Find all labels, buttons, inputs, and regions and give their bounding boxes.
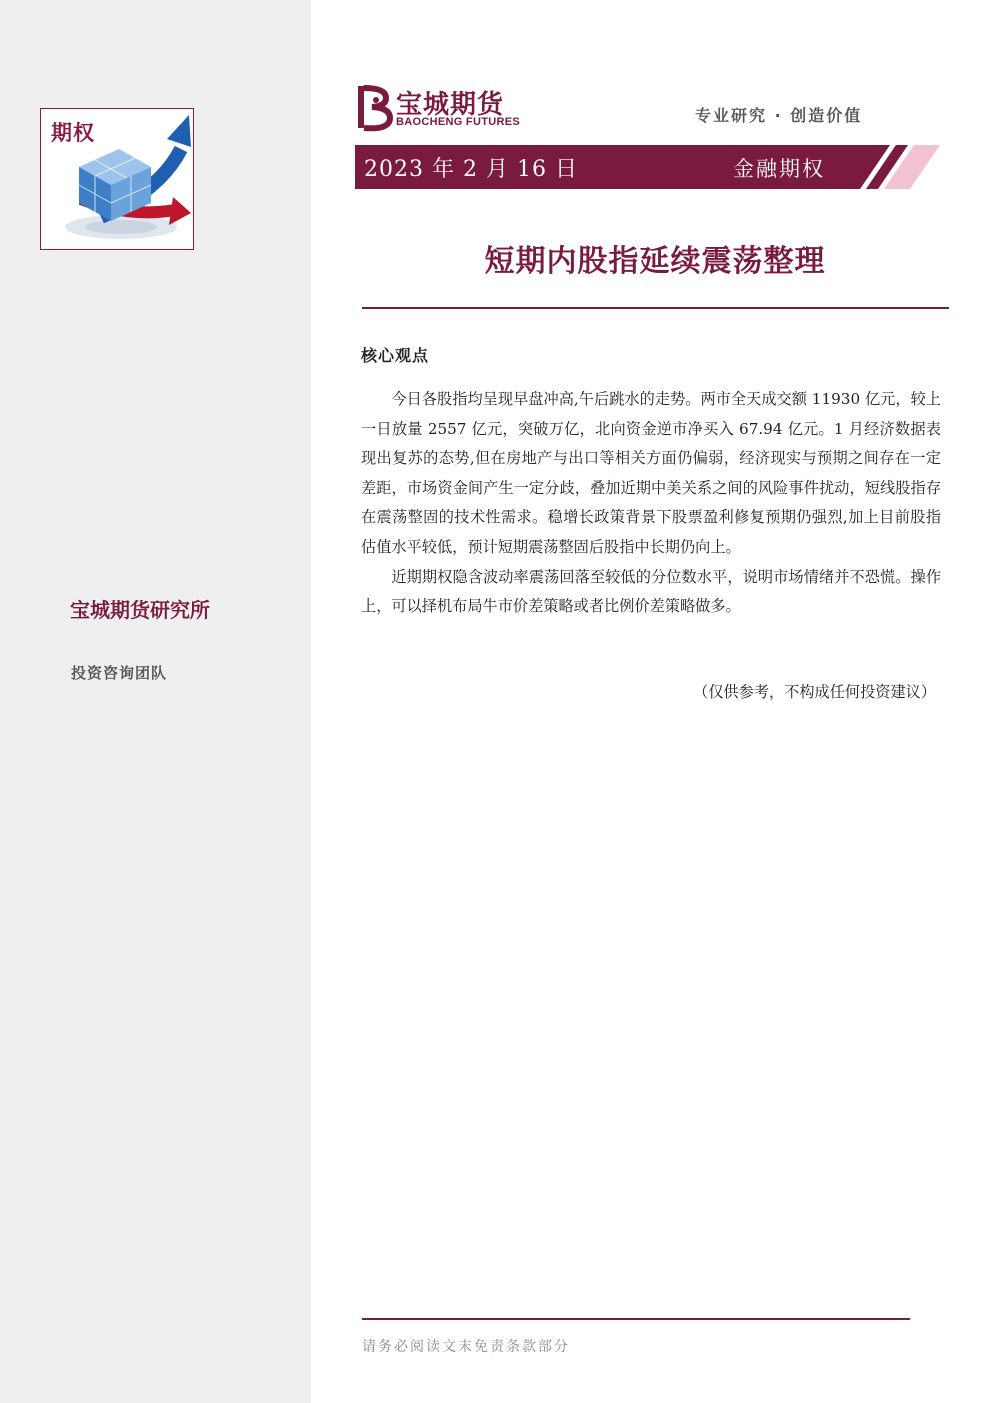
logo-chinese-name: 宝城期货 — [396, 90, 505, 120]
footer-divider — [362, 1318, 910, 1320]
company-logo — [356, 84, 526, 132]
section-heading: 核心观点 — [361, 346, 430, 365]
cover-image — [40, 108, 194, 250]
slogan: 专业研究 · 创造价值 — [695, 106, 863, 125]
paragraph: 近期期权隐含波动率震荡回落至较低的分位数水平，说明市场情绪并不恐慌。操作上，可以择机布局牛市价差策略或者比例价差策略做多。 — [361, 567, 941, 616]
report-date: 2023 年 2 月 16 日 — [364, 157, 578, 182]
disclaimer: （仅供参考，不构成任何投资建议） — [693, 683, 936, 701]
team-name: 投资咨询团队 — [71, 664, 168, 682]
sidebar — [0, 0, 311, 1403]
report-category: 金融期权 — [733, 157, 825, 181]
report-title: 短期内股指延续震荡整理 — [484, 244, 826, 279]
institute-name: 宝城期货研究所 — [70, 598, 210, 622]
paragraph: 今日各股指均呈现早盘冲高,午后跳水的走势。两市全天成交额 11930 亿元，较上一日放量 2557 亿元，突破万亿，北向资金逆市净买入 67.94 亿元。1 月经济数据表现出复苏的态势,但在房地产与出口等相关方面仍偏弱，经济现实与预期之间存在一定差距，市场资金间产生一定分歧，叠加近期中美关系之间的风险事件扰动，短线股指存在震荡整固的技术性需求。稳增长政策背景下股票盈利修复预期仍强烈,加上目前股指估值水平较低，预计短期震荡整固后股指中长期仍向上。 — [361, 390, 941, 556]
logo-english-name: BAOCHENG FUTURES — [396, 116, 520, 128]
report-body — [361, 385, 941, 622]
title-divider — [362, 307, 949, 309]
footer-note: 请务必阅读文末免责条款部分 — [362, 1339, 570, 1355]
logo-mark-icon — [356, 84, 394, 132]
cover-label: 期权 — [51, 121, 95, 145]
